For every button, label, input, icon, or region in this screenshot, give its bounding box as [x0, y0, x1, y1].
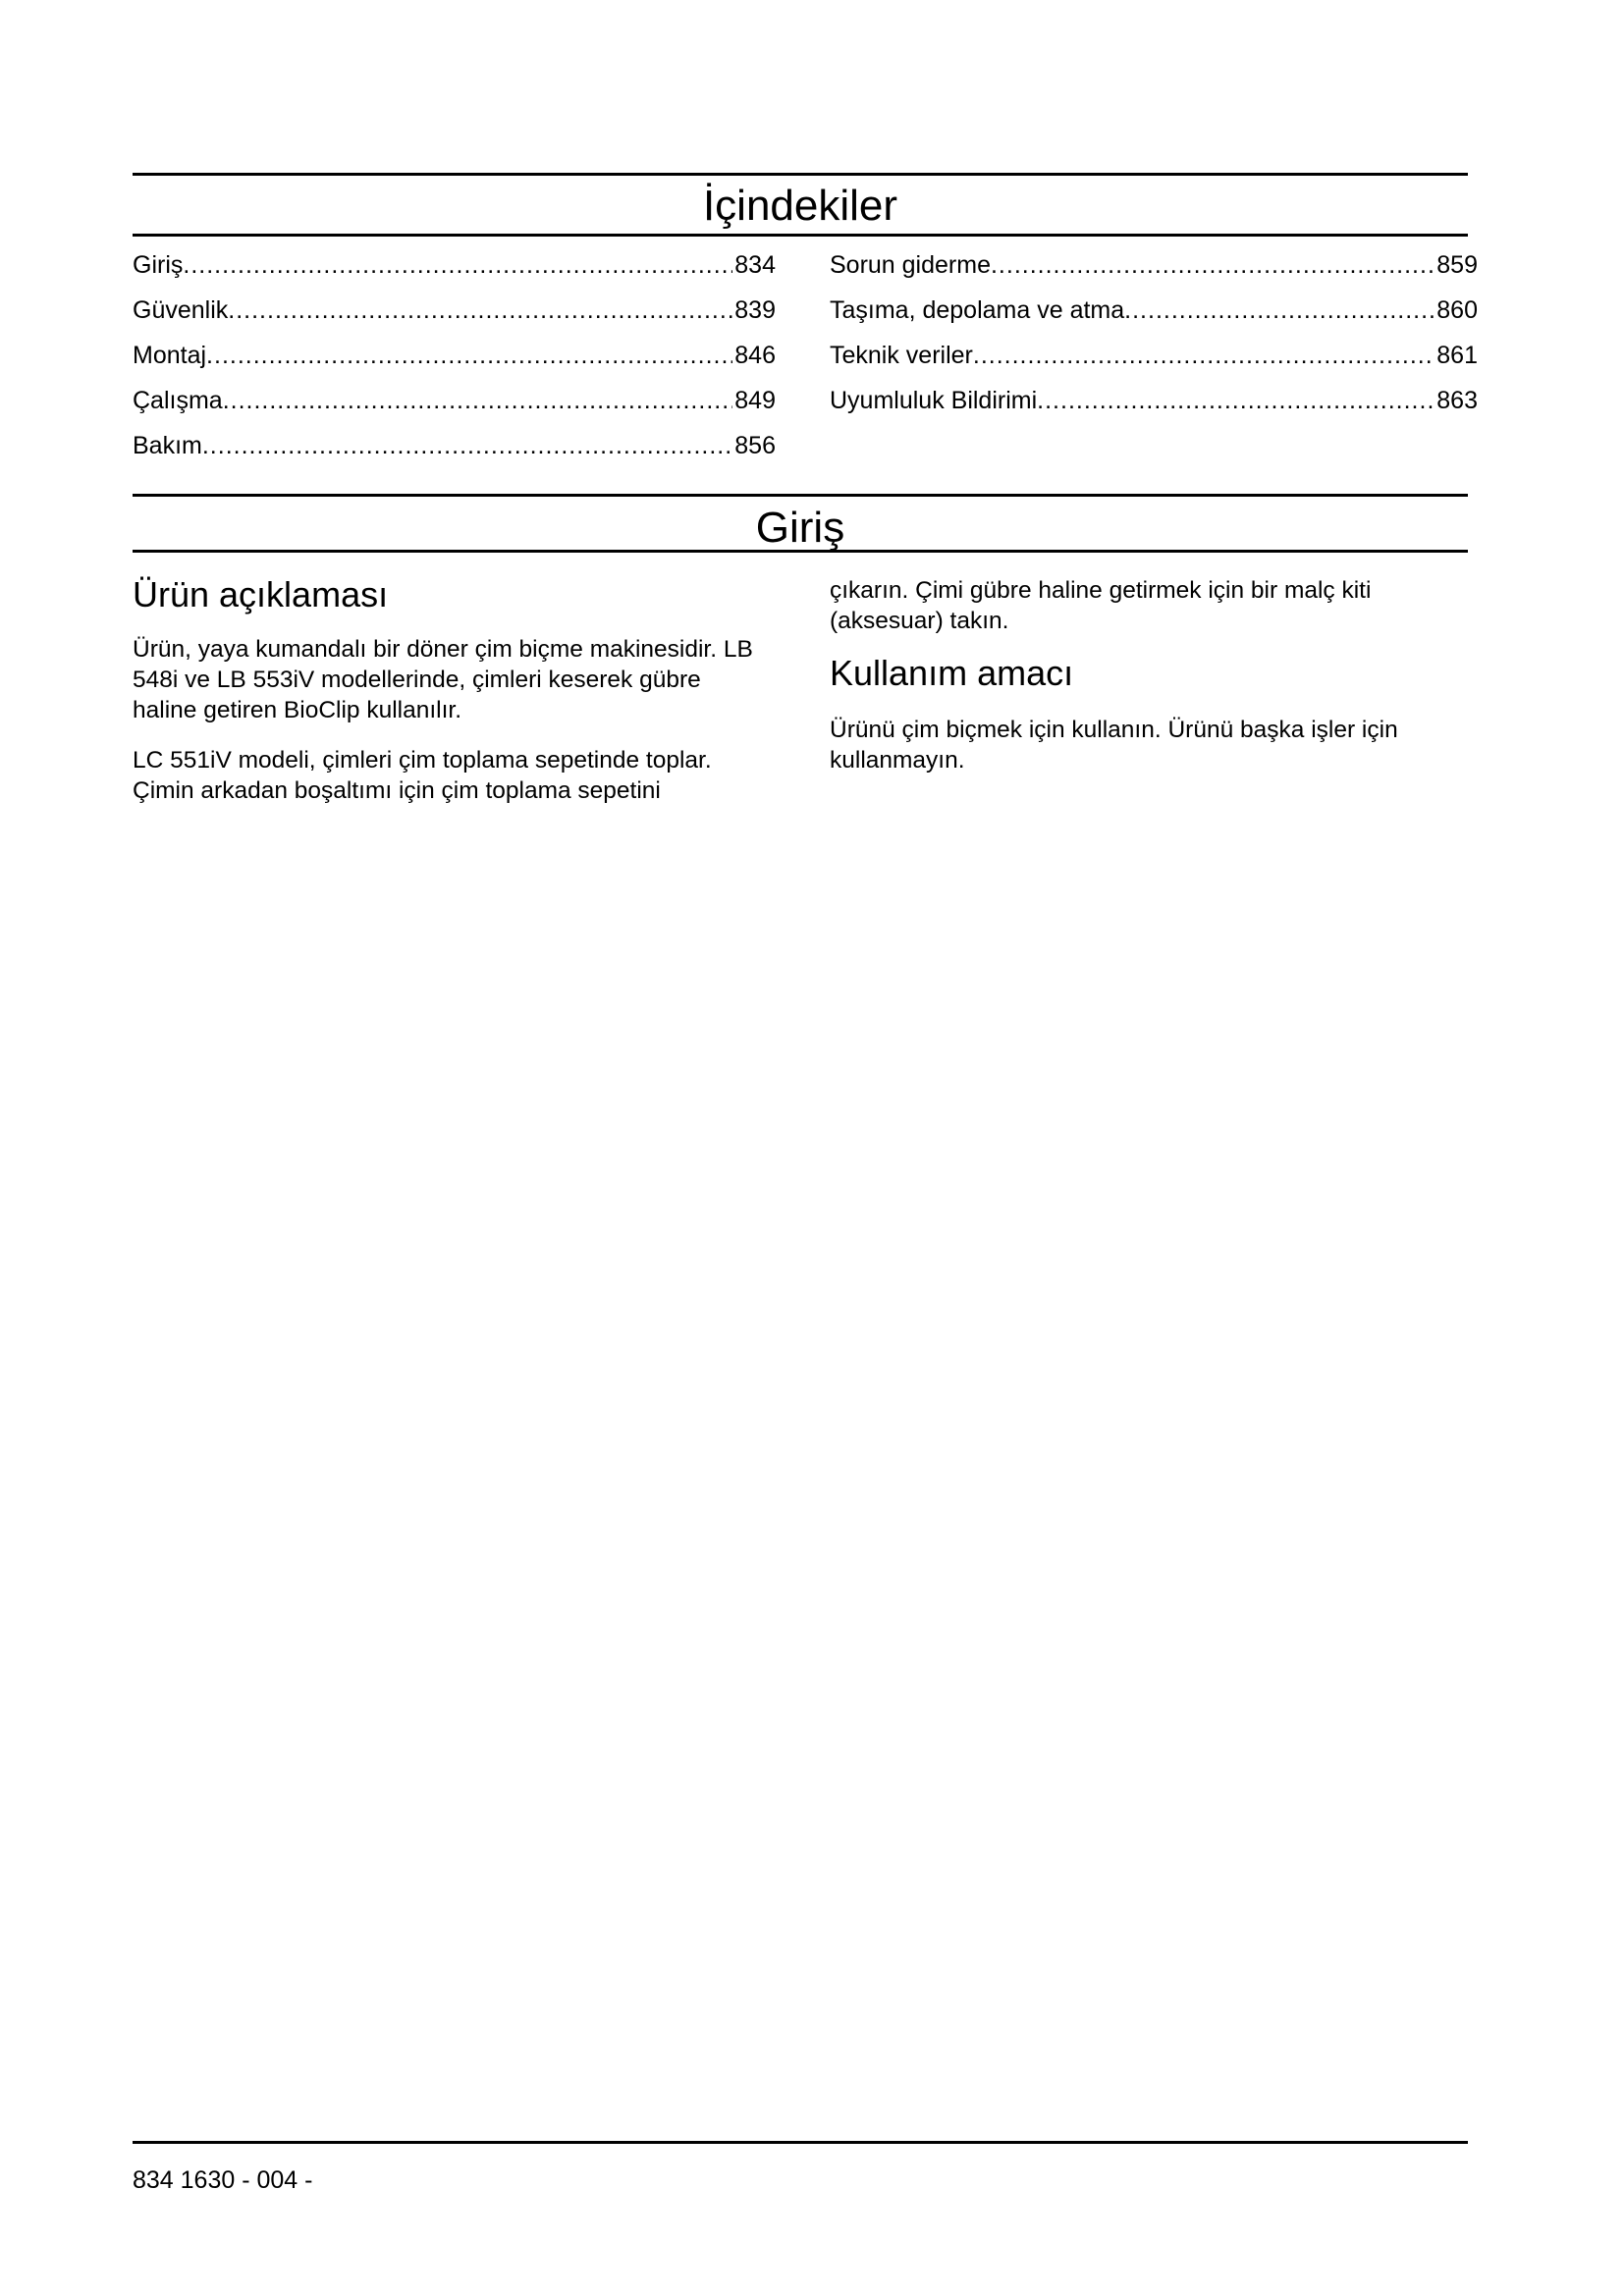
urun-paragraph-2-part-2: çıkarın. Çimi gübre haline getirmek için bir malç kiti (aksesuar) takın.	[830, 577, 1372, 634]
toc-entry-page: 859	[1436, 251, 1478, 279]
toc-entry[interactable]	[133, 250, 776, 295]
toc-entry-title: Bakım	[133, 432, 202, 459]
toc-entry[interactable]	[830, 250, 1478, 295]
toc-leader	[223, 386, 733, 415]
toc-entry[interactable]	[133, 386, 776, 431]
toc-right-column	[830, 250, 1478, 431]
toc-entry-page: 834	[734, 251, 776, 279]
toc-entry-title: Giriş	[133, 251, 184, 279]
toc-entry-title: Teknik veriler	[830, 342, 973, 369]
toc-entry-title: Güvenlik	[133, 296, 229, 324]
toc-entry-title: Sorun giderme	[830, 251, 991, 279]
toc-entry-page: 849	[734, 387, 776, 414]
toc-entry-page: 860	[1436, 296, 1478, 324]
toc-entry-title: Uyumluluk Bildirimi	[830, 387, 1038, 414]
toc-entry[interactable]	[830, 341, 1478, 386]
urun-aciklamasi-heading: Ürün açıklaması	[133, 574, 389, 614]
toc-left-column	[133, 250, 776, 476]
section-top-rule	[133, 494, 1468, 497]
toc-entry-page: 846	[734, 342, 776, 369]
toc-leader	[202, 431, 732, 460]
kullanim-paragraph: Ürünü çim biçmek için kullanın. Ürünü başka işler için kullanmayın.	[830, 717, 1398, 774]
toc-entry[interactable]	[133, 431, 776, 476]
toc-entry-title: Montaj	[133, 342, 207, 369]
left-text-column	[133, 573, 781, 806]
toc-leader	[228, 295, 732, 325]
footer-page-code: 834 1630 - 004 -	[133, 2166, 313, 2194]
urun-paragraph-2-part-1: LC 551iV modeli, çimleri çim toplama sepetinde toplar. Çimin arkadan boşaltımı için çim toplama sepetini	[133, 747, 712, 804]
toc-entry[interactable]	[133, 341, 776, 386]
toc-entry-page: 861	[1436, 342, 1478, 369]
toc-entry-page: 863	[1436, 387, 1478, 414]
toc-top-rule	[133, 173, 1468, 176]
kullanim-amaci-heading: Kullanım amacı	[830, 653, 1074, 693]
toc-title: İçindekiler	[702, 182, 898, 230]
toc-entry-page: 856	[734, 432, 776, 459]
toc-entry-title: Çalışma	[133, 387, 223, 414]
section-title: Giriş	[755, 504, 845, 552]
toc-leader	[206, 341, 732, 370]
toc-entry-page: 839	[734, 296, 776, 324]
footer-rule	[133, 2141, 1468, 2144]
toc-entry-title: Taşıma, depolama ve atma	[830, 296, 1125, 324]
toc-bottom-rule	[133, 234, 1468, 237]
urun-paragraph-1: Ürün, yaya kumandalı bir döner çim biçme makinesidir. LB 548i ve LB 553iV modellerinde, çimleri keserek gübre haline getiren BioClip kullanılır.	[133, 636, 753, 723]
toc-leader	[973, 341, 1435, 370]
toc-leader	[1124, 295, 1435, 325]
toc-entry[interactable]	[133, 295, 776, 341]
toc-leader	[991, 250, 1435, 280]
toc-leader	[183, 250, 732, 280]
toc-entry[interactable]	[830, 295, 1478, 341]
toc-leader	[1037, 386, 1435, 415]
section-bottom-rule	[133, 550, 1468, 553]
toc-entry[interactable]	[830, 386, 1478, 431]
right-text-column	[830, 575, 1468, 775]
